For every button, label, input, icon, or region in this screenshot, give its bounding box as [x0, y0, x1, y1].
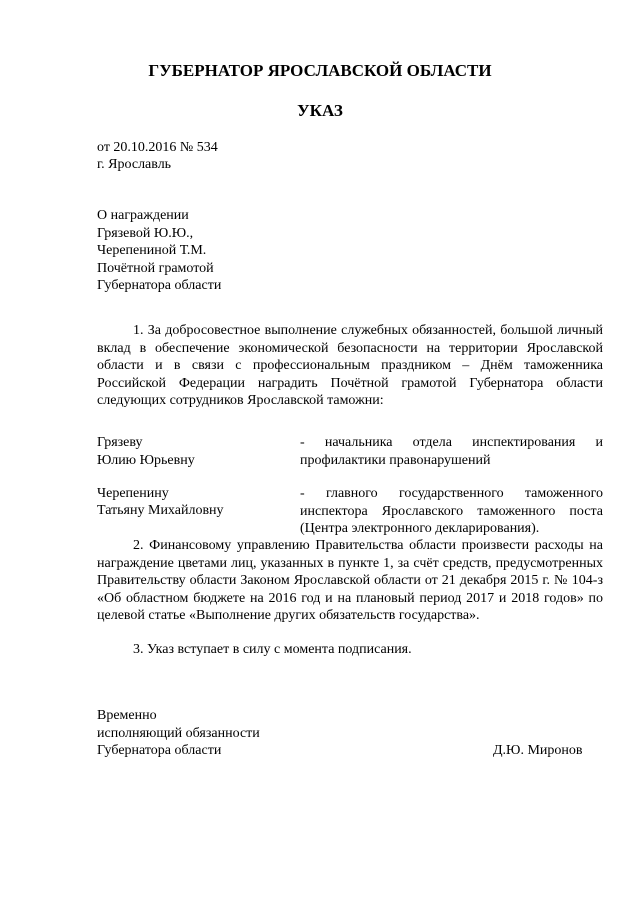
paragraph-1: 1. За добросовестное выполнение служебных обязанностей, большой личный вклад в обеспечение экономической безопасности на территории Ярославской области и в связи с профессиональным праздником – Днём таможенника Российской Федерации наградить Почётной грамотой Губернатора области следующих сотрудников Ярославской таможни:: [97, 323, 603, 409]
signatory-title-line: Губернатора области: [97, 743, 222, 758]
subject-line: Губернатора области: [97, 278, 222, 293]
place: г. Ярославль: [97, 157, 172, 172]
subject-line: Грязевой Ю.Ю.,: [97, 226, 194, 241]
issuing-authority-heading: ГУБЕРНАТОР ЯРОСЛАВСКОЙ ОБЛАСТИ: [148, 61, 492, 80]
subject-line: О награждении: [97, 208, 189, 223]
awardee-given-name: Татьяну Михайловну: [97, 503, 224, 518]
paragraph-3: 3. Указ вступает в силу с момента подписания.: [133, 642, 412, 657]
signatory-name: Д.Ю. Миронов: [493, 743, 583, 758]
paragraph-2: 2. Финансовому управлению Правительства области произвести расходы на награждение цветами лиц, указанных в пункте 1, за счёт средств, предусмотренных Правительству области Законом Ярославской области от 21 декабря 2015 г. № 104-з «Об областном бюджете на 2016 год и на плановый период 2017 и 2018 годов» по целевой статье «Выполнение других обязательств государства».: [97, 538, 603, 624]
subject-line: Черепениной Т.М.: [97, 243, 207, 258]
awardee-surname: Черепенину: [97, 486, 169, 501]
document-type-heading: УКАЗ: [297, 101, 343, 120]
date-number: от 20.10.2016 № 534: [97, 140, 218, 155]
awardee-given-name: Юлию Юрьевну: [97, 453, 195, 468]
signatory-title-line: исполняющий обязанности: [97, 726, 260, 741]
awardee-surname: Грязеву: [97, 435, 143, 450]
awardee-position: - главного государственного таможенного инспектора Ярославского таможенного поста (Центра электронного декларирования).: [300, 486, 603, 537]
awardee-position: - начальника отдела инспектирования и профилактики правонарушений: [300, 435, 603, 468]
signatory-title-line: Временно: [97, 708, 157, 723]
subject-line: Почётной грамотой: [97, 261, 214, 276]
